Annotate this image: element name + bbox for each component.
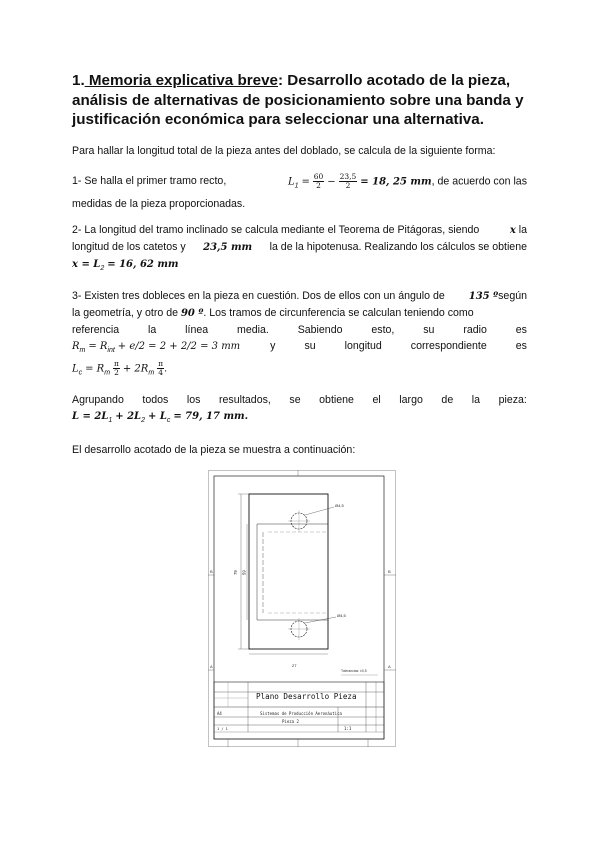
grouping-line1-word: los <box>186 394 201 406</box>
step3-line4-word: su <box>304 340 316 352</box>
heading-rest: : Desarrollo acotado de la pieza, análisis de alternativas de posicionamiento sobre una banda y justificación económica para seleccionar una alternativa. <box>72 72 524 128</box>
tolerance-note: Tolerancias: ±0,5 <box>341 669 367 673</box>
step2-line1b: la <box>518 224 527 236</box>
step1-paragraph <box>72 173 527 212</box>
step2-line1a: 2- La longitud del tramo inclinado se calcula mediante el Teorema de Pitágoras, siendo <box>72 224 480 236</box>
step3-line3-word: la <box>148 324 157 336</box>
step3-line2 <box>72 305 527 322</box>
frame-letter-b-right: B <box>388 569 391 574</box>
step2-hyp: 23,5 mm <box>203 242 253 253</box>
grouping-line1-word: el <box>372 394 381 406</box>
step1-sub: 1 <box>294 182 299 190</box>
step3-angle2: 90 º <box>180 308 204 319</box>
step1-suffix: , de acuerdo con las <box>431 175 527 188</box>
grouping-sub2: 2 <box>141 417 145 424</box>
step2-x: x <box>509 225 516 236</box>
frame-letter-b-left: B <box>210 569 213 574</box>
step2-line2a: longitud de los catetos y <box>72 241 186 253</box>
step3-pi-quarter: $\frac{\pi}{4}$ <box>158 359 164 377</box>
step3-angle1: 135 º <box>468 291 499 302</box>
grouping-line1-word: Agrupando <box>72 394 124 406</box>
step3-line4-word: es <box>515 340 527 352</box>
step3-line3-word: Sabiendo <box>297 324 343 336</box>
step1-formula <box>288 173 527 194</box>
frame-letter-a-right: A <box>388 664 391 669</box>
title-block-subtitle: Sistemas de Producción Aeronáutica <box>260 711 342 716</box>
outro-paragraph <box>72 442 527 458</box>
step3-r-sub: m <box>79 347 86 354</box>
step3-line3-word: línea <box>185 324 209 336</box>
step1-frac1: $\frac{60}{2}$ <box>313 172 324 190</box>
step3-r: R <box>72 341 80 352</box>
step2-line2b: la de la hipotenusa. Realizando los cálculos se obtiene <box>269 241 527 253</box>
step3-lc-eq: = R <box>85 363 105 375</box>
grouping-line1-word: pieza: <box>498 394 527 406</box>
step3-line4 <box>72 338 527 359</box>
grouping-sub1: 1 <box>108 417 113 424</box>
step3-line1b: según <box>498 290 527 302</box>
step3-end: . <box>164 362 168 375</box>
grouping-line1-word: largo <box>399 394 423 406</box>
grouping-formula <box>72 408 527 429</box>
grouping-plus: + L <box>147 411 167 422</box>
grouping-line1 <box>72 392 527 408</box>
title-block-scale: 1:1 <box>344 726 352 731</box>
outro-text: El desarrollo acotado de la pieza se muestra a continuación: <box>72 444 356 456</box>
step3-lc-plus: + 2R <box>122 363 149 375</box>
step3-line4-word: correspondiente <box>410 340 487 352</box>
step2-line3 <box>72 256 527 277</box>
dim-height-inner: 59 <box>241 570 247 575</box>
step3-line3-word: radio <box>463 324 487 336</box>
step3-line4-word: y <box>270 340 276 352</box>
step2-line2 <box>72 239 527 256</box>
step1-frac2: $\frac{23,5}{2}$ <box>339 172 357 190</box>
technical-drawing <box>208 470 396 747</box>
step3-line3-word: referencia <box>72 324 120 336</box>
title-block-title: Plano Desarrollo Pieza <box>256 692 357 701</box>
step3-line1 <box>72 288 527 305</box>
step3-line1a: 3- Existen tres dobleces en la pieza en cuestión. Dos de ellos con un ángulo de <box>72 290 445 302</box>
step2-sub: 2 <box>100 265 105 272</box>
grouping-subc: c <box>166 417 171 424</box>
step2-result: = 16, 62 mm <box>107 259 179 270</box>
step1-minus: − <box>327 176 336 188</box>
section-heading <box>72 71 542 130</box>
grouping-line1-word: resultados, <box>219 394 271 406</box>
intro-paragraph <box>72 143 527 159</box>
step3-line2a: la geometría, y otro de <box>72 307 178 319</box>
title-block-part: Pieza 2 <box>282 719 299 724</box>
step1-var: L <box>287 176 295 188</box>
step3-line3-word: esto, <box>371 324 395 336</box>
step1-prefix: 1- Se halla el primer tramo recto, <box>72 175 227 188</box>
step1-result: = 18, 25 mm <box>360 176 432 188</box>
step3-r-formula: + e/2 = 2 + 2/2 = 3 mm <box>117 341 241 352</box>
step3-line5: $L_c = R_m$ $\frac{\pi}{2}$ + $2R_m$ $\frac{\pi}{4}$ . <box>72 359 168 377</box>
step3-line4-words <box>270 338 527 354</box>
heading-underlined: Memoria explicativa breve <box>84 72 278 89</box>
step3-lc: L <box>72 363 79 375</box>
heading-number: 1. <box>72 72 85 89</box>
step3-lc-msub: m <box>104 369 111 377</box>
step3-line2b: . Los tramos de circunferencia se calculan teniendo como <box>203 307 474 319</box>
dim-height: 79 <box>233 570 238 575</box>
grouping-line1-word: obtiene <box>319 394 354 406</box>
intro-text: Para hallar la longitud total de la pieza antes del doblado, se calcula de la siguiente forma: <box>72 145 496 157</box>
step3-rint-sub: int <box>107 347 115 354</box>
step3-r-eq: = R <box>88 341 108 352</box>
step3-line4-word: longitud <box>344 340 382 352</box>
grouping-line1-word: todos <box>142 394 169 406</box>
grouping-l: L = 2L <box>72 411 109 422</box>
step2-line1 <box>72 222 527 239</box>
grouping-line1-word: de <box>441 394 454 406</box>
grouping-mid: + 2L <box>115 411 142 422</box>
step3-pi-half: $\frac{\pi}{2}$ <box>113 359 119 377</box>
step3-lc-sub: c <box>78 369 83 377</box>
grouping-paragraph <box>72 392 527 429</box>
step1-line1 <box>72 173 527 194</box>
grouping-line1-word: se <box>289 394 301 406</box>
step3-line3-word: es <box>515 324 527 336</box>
frame-letter-a-left: A <box>210 664 213 669</box>
step3-line3-word: su <box>423 324 435 336</box>
step1-line2: medidas de la pieza proporcionadas. <box>72 198 246 211</box>
hole-bottom-label: Ø4,5 <box>337 613 346 618</box>
step3-paragraph <box>72 288 527 381</box>
title-block-sheet-count: 1 / 1 <box>217 727 228 731</box>
title-block-sheet: A4 <box>217 711 222 716</box>
grouping-result: = 79, 17 mm. <box>173 411 249 422</box>
step2-var: x = L <box>72 259 101 270</box>
step3-line3 <box>72 322 527 338</box>
dim-width: 27 <box>292 663 297 668</box>
grouping-line1-word: la <box>471 394 481 406</box>
hole-top-label: Ø4,5 <box>335 503 344 508</box>
step1-eq: = <box>301 176 310 188</box>
step2-paragraph <box>72 222 527 277</box>
step3-line3-word: media. <box>237 324 269 336</box>
